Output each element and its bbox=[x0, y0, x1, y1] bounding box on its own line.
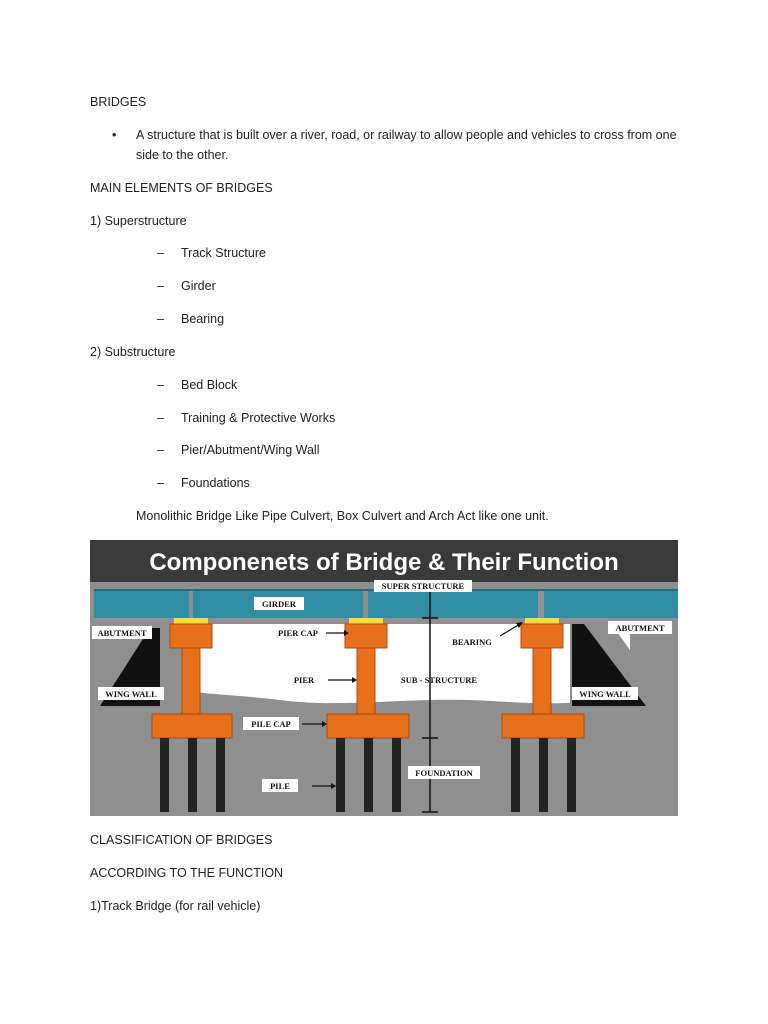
label-pier: PIER bbox=[293, 675, 315, 685]
dash-marker: – bbox=[157, 279, 164, 293]
dash-marker: – bbox=[157, 411, 164, 425]
label-foundation: FOUNDATION bbox=[415, 768, 473, 778]
label-abutment-right: ABUTMENT bbox=[615, 623, 665, 633]
pile bbox=[567, 738, 576, 812]
heading-main-elements: MAIN ELEMENTS OF BRIDGES bbox=[90, 181, 273, 195]
track-bridge-item: 1)Track Bridge (for rail vehicle) bbox=[90, 899, 261, 913]
bearing-pad bbox=[349, 618, 383, 624]
pier bbox=[533, 648, 551, 714]
label-wing-wall-left: WING WALL bbox=[105, 689, 157, 699]
pile bbox=[160, 738, 169, 812]
heading-bridges: BRIDGES bbox=[90, 95, 147, 109]
label-pile: PILE bbox=[270, 781, 290, 791]
list-item-girder: Girder bbox=[181, 279, 216, 293]
pile bbox=[364, 738, 373, 812]
label-bearing: BEARING bbox=[452, 637, 492, 647]
pile bbox=[336, 738, 345, 812]
label-sub-structure: SUB - STRUCTURE bbox=[400, 675, 478, 685]
list-item-pier-abutment: Pier/Abutment/Wing Wall bbox=[181, 443, 320, 457]
superstructure-title: 1) Superstructure bbox=[90, 214, 187, 228]
bearing-pad bbox=[525, 618, 559, 624]
label-abutment-left: ABUTMENT bbox=[97, 628, 147, 638]
bridge-components-figure bbox=[90, 540, 678, 816]
girder-span bbox=[544, 590, 678, 618]
list-item-training-works: Training & Protective Works bbox=[181, 411, 336, 425]
pier-cap bbox=[345, 624, 387, 648]
pier bbox=[182, 648, 200, 714]
list-item-track-structure: Track Structure bbox=[181, 246, 266, 260]
pier-cap bbox=[170, 624, 212, 648]
dash-marker: – bbox=[157, 378, 164, 392]
pile bbox=[392, 738, 401, 812]
dash-marker: – bbox=[157, 312, 164, 326]
pier-cap bbox=[521, 624, 563, 648]
list-item-bearing: Bearing bbox=[181, 312, 225, 326]
pile bbox=[511, 738, 520, 812]
list-item-foundations: Foundations bbox=[181, 476, 250, 490]
label-pile-cap: PILE CAP bbox=[251, 719, 291, 729]
pile bbox=[216, 738, 225, 812]
bridge-diagram bbox=[90, 540, 678, 816]
heading-classification: CLASSIFICATION OF BRIDGES bbox=[90, 833, 273, 847]
list-item-bed-block: Bed Block bbox=[181, 378, 238, 392]
pier bbox=[357, 648, 375, 714]
label-super-structure: SUPER STRUCTURE bbox=[381, 581, 465, 591]
label-pier-cap: PIER CAP bbox=[278, 628, 318, 638]
girder-span bbox=[368, 590, 538, 618]
pile bbox=[188, 738, 197, 812]
heading-according-function: ACCORDING TO THE FUNCTION bbox=[90, 866, 284, 880]
pile-cap bbox=[152, 714, 232, 738]
girder-span bbox=[94, 590, 189, 618]
bridge-definition: A structure that is built over a river, road, or railway to allow people and vehicles to cross from one side to the other. bbox=[136, 128, 677, 162]
pile bbox=[539, 738, 548, 812]
label-girder: GIRDER bbox=[261, 599, 297, 609]
bullet-marker: • bbox=[112, 128, 117, 142]
dash-marker: – bbox=[157, 246, 164, 260]
bearing-pad bbox=[174, 618, 208, 624]
monolithic-note: Monolithic Bridge Like Pipe Culvert, Box Culvert and Arch Act like one unit. bbox=[136, 509, 549, 523]
dash-marker: – bbox=[157, 443, 164, 457]
banner-title: Componenets of Bridge & Their Function bbox=[149, 549, 619, 576]
pile-cap bbox=[502, 714, 584, 738]
pile-cap bbox=[327, 714, 409, 738]
dash-marker: – bbox=[157, 476, 164, 490]
substructure-title: 2) Substructure bbox=[90, 345, 176, 359]
label-wing-wall-right: WING WALL bbox=[579, 689, 631, 699]
